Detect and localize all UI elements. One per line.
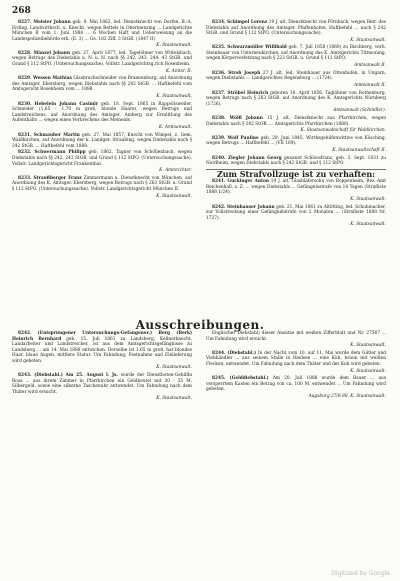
notice-entry bbox=[206, 205, 386, 222]
entry-heading: 8240. Ziegler Johann Georg bbox=[212, 155, 282, 161]
signature-line: K. Staatsanwaltschaft II. bbox=[332, 148, 386, 154]
entry-heading: 8230. Hebelein Johann Casimir bbox=[18, 101, 99, 107]
section-heading: Ausschreibungen. bbox=[135, 318, 265, 332]
signature-line: Amtsanwalt II. bbox=[354, 83, 386, 89]
notice-entry bbox=[12, 76, 192, 93]
notice-entry bbox=[206, 91, 386, 108]
notice-entry bbox=[12, 51, 192, 68]
notice-entry bbox=[12, 102, 192, 124]
notice-entry bbox=[206, 20, 386, 37]
entry-heading: 8242. (Entsprungener Untersuchungs-Gefangener.) Berg (Berk) Heinrich Bernhard bbox=[12, 331, 192, 342]
notice-entry bbox=[206, 45, 386, 62]
signature-line: K. Staatsanwalt. bbox=[350, 222, 386, 228]
entry-text: Zimmermann u. Dienstknecht von München, auf Anordnung des K. Amtsger. Ebersberg, wegen Betrugs nach § 263 StGB. u. Grund § 112 StPO. (Untersuchungssache). Vollstr. Landgerichtsgericht München II. bbox=[12, 175, 192, 192]
subsection-title: Zum Strafvollzuge ist zu verhaften: bbox=[216, 168, 376, 179]
entry-text: geb. 29. Juni 1845, Wirthsgehilfenwittwe von Kösching, wegen Betrugs ... Haftbefehl ... (VII 169). bbox=[206, 135, 386, 147]
signature-line: K. Staatsanwalt. bbox=[350, 197, 386, 203]
notice-entry bbox=[12, 20, 192, 42]
notice-entry bbox=[12, 176, 192, 193]
left-column-lower bbox=[12, 331, 192, 404]
signature-line: Amtsanwalt II. bbox=[354, 63, 386, 69]
entry-heading: 8242. Steinhauser Johann bbox=[212, 204, 275, 210]
entry-text: geb. 18. Sept. 1865 in Rappoltsweiler, Schneider (1.65 - 1.70 m groß, blonde Haare), wegen Betrugs und Landstreichens, auf Anordnung des Amtsger. Amberg zur Ermittlung des Aufenthalts ... wegen eines Verbrechens des Meineids. bbox=[12, 101, 192, 124]
entry-text: geb. 21. Mai 1861 zu Altötting, led. Schuhmacher, zur Vollstreckung einer Gefängnißstrafe von 2 Monaten ... (Strafliste 1888 Nr. 1727). bbox=[206, 204, 386, 221]
notice-entry bbox=[12, 373, 192, 395]
notice-entry bbox=[206, 351, 386, 368]
entry-text: geb. 9. Mai 1862, led. Dienstknecht von Dorfen, B.-A. Erding, Landwirthsch. u. Knecht, wegen Bettels in Obermenzing ... Landgerichte München II vom 1. Juni 1888 ... 6 Wochen Haft und Ueberweisung an die Landespolizeibehörde erk. (E. 3) ... Gs. 182 Ziff. 3 StGB. (1847 II) bbox=[12, 20, 192, 42]
signature-line: K. Amtsanwalt. bbox=[158, 125, 192, 131]
entry-heading: 8244. (Diebstahl.) bbox=[212, 350, 256, 356]
entry-text: genannt Schlossfranz, geb. 3. Sept. 1831 zu Nordheim, wegen Diebstahls nach § 242 StGB. und § 112 StPO. bbox=[206, 155, 386, 167]
signature-line: K. Staatsanwalt. bbox=[156, 94, 192, 100]
entry-text: geb. 27. Mai 1857, Knecht von Wimpel, z. Gem. Waldkirchen, auf Anordnung der k. Landger. Straubing, wegen Diebstahls nach § 242 StGB. ... Haftbefehl vom 1888. bbox=[12, 132, 192, 149]
entry-heading: 8238. Wölfl Johann bbox=[212, 115, 263, 121]
entry-heading: 8245. (Gelddiebstahl.) bbox=[212, 376, 269, 382]
signature-line: K. Amtsr. II. bbox=[165, 68, 192, 74]
entry-text: geb. 1862, Tagner von Schöllenbach, wegen Diebstahls nach §§ 242, 243 StGB. und Grund § 112 StPO. (Untersuchungssache). Vollstr. Landgerichtsgericht Frankenthal. bbox=[12, 150, 192, 167]
signature-line: K. Amtsrichter. bbox=[159, 168, 192, 174]
entry-heading: 8231. Schmauber Martin bbox=[18, 132, 80, 138]
signature-line: K. Staatsanwalt. bbox=[350, 37, 386, 43]
entry-text: 15 J. alt, Dienstknecht aus Pfarrkirchen, wegen Diebstahls nach § 242 StGB. ... Amtsgerichts Pfarrkirchen (1888). bbox=[206, 115, 386, 127]
entry-heading: 8229. Wessen Mathias bbox=[18, 76, 72, 82]
signature-line: K. Staatsanwalt. bbox=[350, 368, 386, 374]
page-number: 268 bbox=[12, 6, 31, 16]
entry-text: 27 J. alt, led. Steinhauer aus Ottenhofen, in Ungarn, wegen Diebstahls ... Landgerichtes Regensburg ... (1724). bbox=[206, 70, 386, 82]
entry-heading: 8239. Wolf Pauline bbox=[212, 135, 259, 141]
notice-entry bbox=[206, 71, 386, 82]
entry-text: wurde der Dienstboten-Gehilfin Rosa ... aus ihrem Zimmer in Pfarrkirchen ein Geldbeutel mit 30 - 35 M. Silbergeld, sowie eine silberne Taschenuhr entwendet. Um Fahndung nach dem Thäter wird ersucht. bbox=[12, 373, 192, 395]
signature-line: K. Staatsanwalt. bbox=[156, 43, 192, 49]
signature-line: K. Staatsanwalt. bbox=[156, 365, 192, 371]
entry-text: Englischer Diebstahl) dieser Ansätze mit weißen Zifferblatt und Nr. 27567 ... Um Fahndung wird ersucht. bbox=[206, 331, 386, 342]
entry-heading: 8243. (Diebstahl.) Am 25. August l. Js. bbox=[18, 373, 118, 379]
signature-line: K. Staatsanwalt. bbox=[156, 193, 192, 199]
notice-entry bbox=[206, 116, 386, 127]
entry-heading: 8234. Schimpel Lorenz bbox=[212, 20, 268, 25]
entry-text: geb. 27. April 1877, led. Tagelöhner von Wittelsbach, wegen Betrugs des Diebstahls u. N. u. N. nach §§ 242, 243, 244, 43 StGB. und Grund § 112 StPO. (Untersuchungssache). Vollstr. Landgerichtsg.rich Rosenheim. bbox=[12, 50, 192, 68]
right-column-upper bbox=[206, 20, 386, 230]
entry-heading: 8241. Guckinger Anton bbox=[212, 179, 269, 185]
entry-text: geb. 7. Juli 1858 (1860) zu Bischberg, verh. Steinhauer von Unterneukirchen, auf Anordnung des K. Amtsgerichts Tittmoning, wegen Körperverletzung nach § 223 StGB. u. Grund § 112 StPO. bbox=[206, 45, 386, 62]
right-column-lower bbox=[206, 331, 386, 402]
entry-text: 19 J. alt, Glasbläfersohn von Roppenheim, Bez.-Amt Reichenhall, z. Z. ... wegen Diebstahls ... Gefängnisstrafe von 14 Tagen (Strafliste 1888 1/24). bbox=[206, 179, 386, 196]
watermark: Digitized by Google bbox=[331, 570, 390, 577]
entry-text: Am 20. Juli 1888 wurde dem Bauer ... aus versperrtem Kasten ein Betrag von ca. 100 M. entwendet ... Um Fahndung wird gebeten. bbox=[206, 376, 387, 393]
notice-entry bbox=[12, 133, 192, 150]
notice-entry bbox=[12, 150, 192, 167]
notice-entry bbox=[12, 331, 192, 364]
entry-text: geb. 15. Juli 1861 zu Landsberg, Kellnerknecht, Landarbeiter und Landstreicher, ist aus dem Amtsgerichtsgefängnisse zu Landsberg ... am 14. Mai 1888 entwichen. Derselbe ist 1.65 m groß, hat blondes Haar, blaue Augen, mittlere Statur. Um Fahndung, Festnahme und Einlieferung wird gebeten. bbox=[12, 336, 192, 364]
entry-text: In der Nacht vom 10. auf 11. Mai wurde dem Gütler und Viehhändler ... aus seinem Stalle in Riedsee ... eine Kuh, braun mit weißen Flecken, entwendet. Um Fahndung nach dem Thäter und der Kuh wird gebeten. bbox=[206, 350, 386, 367]
entry-text: Glasbruchschneider von Brannenburg, auf Anordnung des Amtsger. Ebersberg, wegen Diebstahls nach §§ 242 StGB. ... Haftbefehl vom Amtsgericht Rosenheim vom ... 1888. bbox=[12, 76, 192, 93]
signature-line: K. Staatsanwaltschaft für Waldkirchen. bbox=[300, 128, 386, 134]
signature-line: Augsburg 27/8 88. K. Staatsanwalt. bbox=[308, 394, 386, 400]
entry-heading: 8228. Mänzel Johann bbox=[18, 50, 71, 56]
entry-heading: 8235. Schwarzmüller Willibald bbox=[212, 45, 287, 51]
signature-line: K. Staatsanwalt. bbox=[156, 396, 192, 402]
entry-text: geboren 16. April 1856, Taglöhner von Rothenburg, wegen Betrugs nach § 263 StGB. auf Anordnung des K. Amtsgerichts Nürnberg (1726). bbox=[206, 90, 386, 107]
entry-heading: 8237. Ströbel Heinrich bbox=[212, 90, 269, 96]
entry-heading: 8236. Stroh Joseph bbox=[212, 70, 261, 76]
entry-heading: 8227. Meister Johann bbox=[18, 20, 71, 25]
left-column-upper bbox=[12, 20, 192, 201]
notice-entry bbox=[206, 376, 386, 393]
signature-line: Amtsanwalt (Schindler). bbox=[333, 108, 386, 114]
notice-entry bbox=[206, 179, 386, 196]
entry-heading: 8232. Schwermann Philipp bbox=[18, 150, 86, 156]
entry-heading: 8233. Straußberger Franz bbox=[18, 175, 82, 181]
entry-text: 19 J. alt, Dienstknecht von Pörnbach, wegen Betr. des Diebstahls auf Anordnung des Amtsger. Pfaffenhofen, Haftbefehl ... nach § 242 StGB. und Grund § 112 StPO. (Untersuchungssache). bbox=[206, 20, 386, 37]
signature-line: K. Staatsanwalt. bbox=[350, 343, 386, 349]
notice-entry bbox=[206, 136, 386, 147]
notice-entry bbox=[206, 331, 386, 342]
notice-entry bbox=[206, 156, 386, 167]
